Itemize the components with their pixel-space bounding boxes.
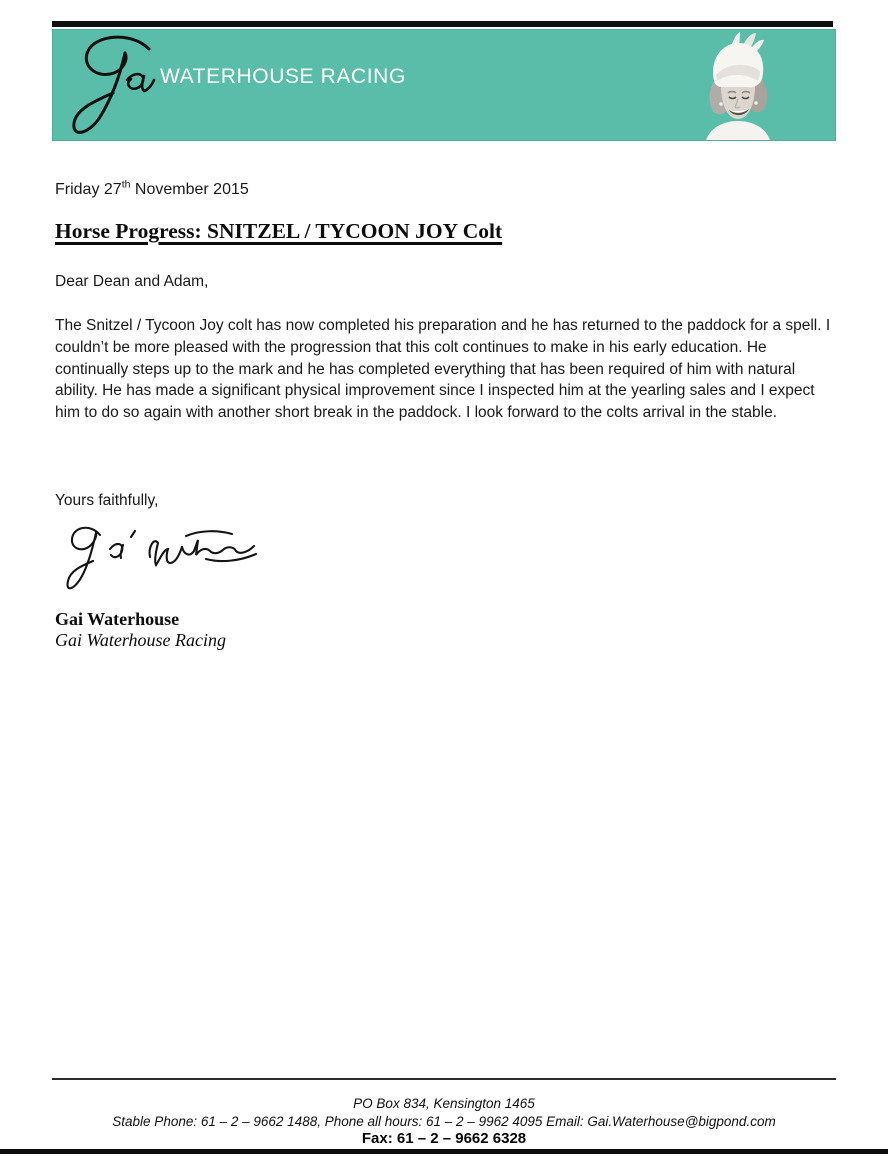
header-banner — [52, 29, 836, 141]
letter-date: Friday 27th November 2015 — [55, 178, 249, 198]
subject-heading: Horse Progress: SNITZEL / TYCOON JOY Colt — [55, 219, 503, 243]
footer-address: PO Box 834, Kensington 1465 — [353, 1096, 535, 1111]
footer-contact: Stable Phone: 61 – 2 – 9662 1488, Phone all hours: 61 – 2 – 9962 4095 Email: Gai.Waterhouse@bigpond.com — [112, 1114, 776, 1129]
signer-name: Gai Waterhouse — [55, 609, 180, 629]
gai-waterhouse-portrait — [688, 30, 788, 140]
brand-wordmark: WATERHOUSE RACING — [160, 65, 406, 88]
signer-company: Gai Waterhouse Racing — [55, 630, 226, 650]
header-top-bar — [52, 21, 833, 27]
closing-line: Yours faithfully, — [55, 492, 159, 509]
page-bottom-bar — [0, 1149, 888, 1154]
gai-script-logo — [65, 33, 165, 139]
footer-divider — [52, 1078, 836, 1080]
letter-body-paragraph: The Snitzel / Tycoon Joy colt has now completed his preparation and he has returned to the paddock for a spell. I couldn’t be more pleased with the progression that this colt continues to make in his early education. He continually steps up to the mark and he has completed everything that has been required of him with natural ability. He has made a significant physical improvement since I inspected him at the yearling sales and I expect him to do so again with another short break in the paddock. I look forward to the colts arrival in the stable. — [55, 317, 831, 422]
footer-fax: Fax: 61 – 2 – 9662 6328 — [361, 1130, 527, 1147]
handwritten-signature — [64, 521, 262, 597]
date-ordinal: th — [121, 178, 131, 191]
salutation: Dear Dean and Adam, — [55, 273, 209, 290]
